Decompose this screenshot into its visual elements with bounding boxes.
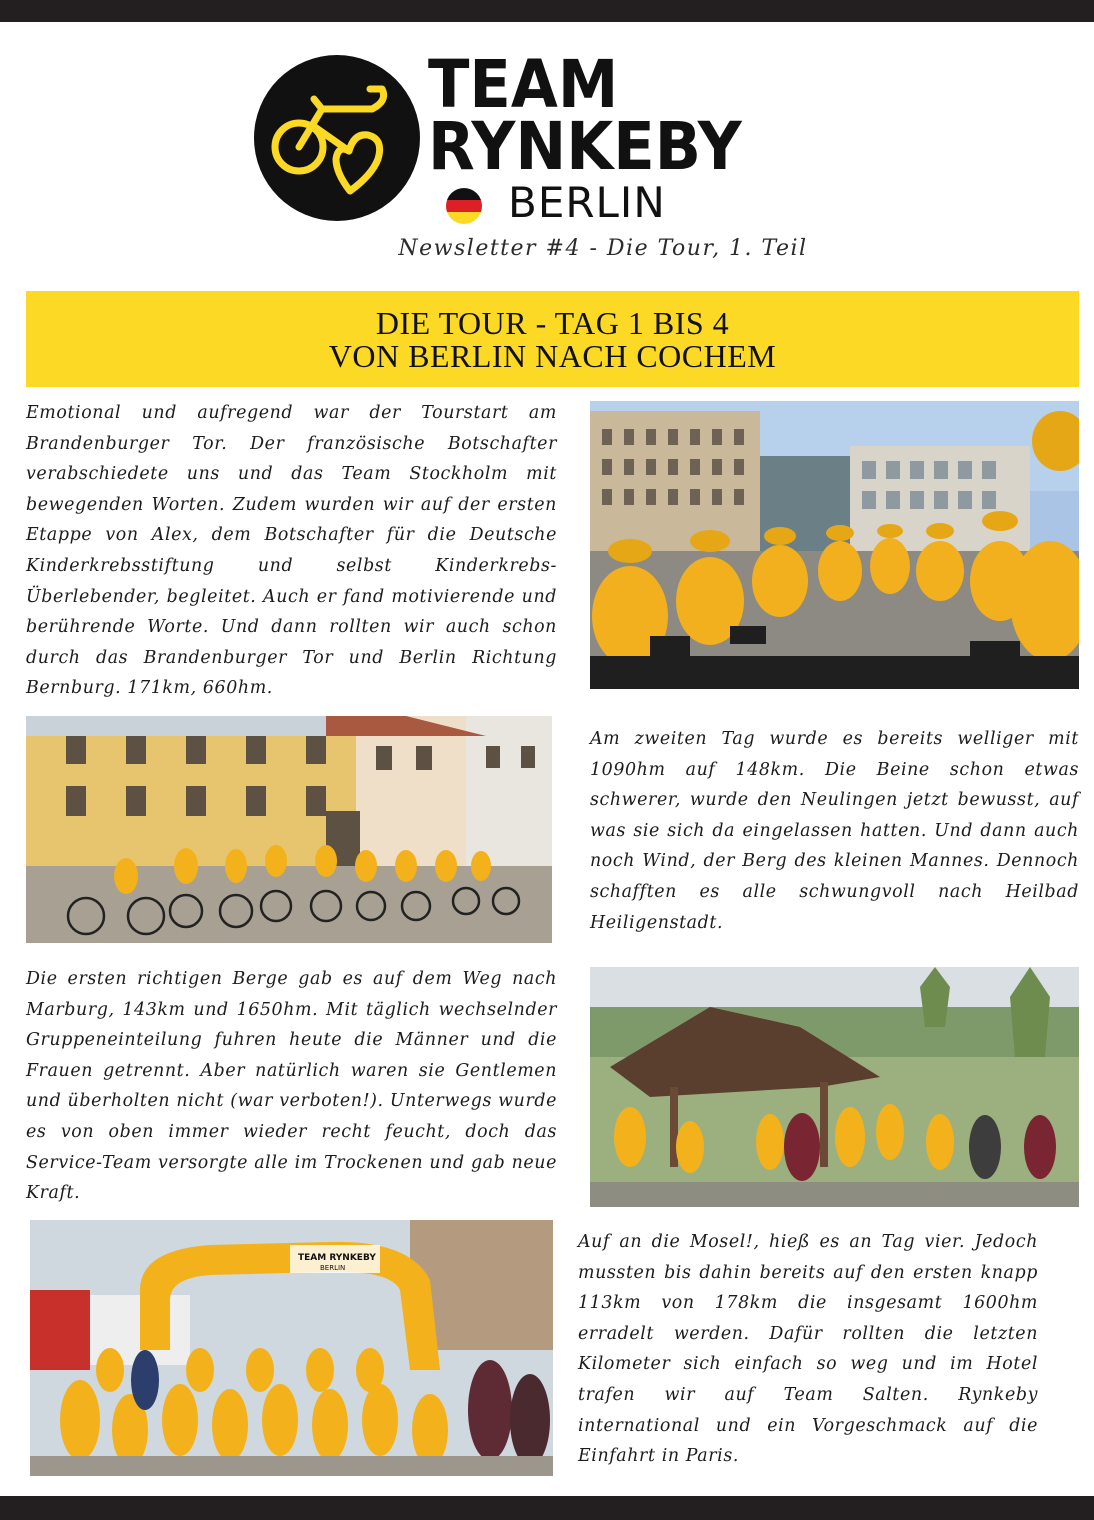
photo-rest-stop (590, 967, 1079, 1207)
german-flag-icon (446, 188, 482, 224)
brand-city: BERLIN (508, 178, 666, 227)
bicycle-heart-logo-icon (254, 55, 420, 221)
arch-city-label: BERLIN (320, 1264, 346, 1272)
top-bar (0, 0, 1094, 22)
bottom-bar (0, 1496, 1094, 1520)
article-day-3 (26, 964, 557, 1209)
headline-line-2: VON BERLIN NACH COCHEM (328, 338, 777, 374)
brand-team: TEAM (428, 46, 619, 123)
newsletter-subtitle: Newsletter #4 - Die Tour, 1. Teil (398, 236, 808, 261)
article-day-3-text: Die ersten richtigen Berge gab es auf dem Weg nach Marburg, 143km und 1650hm. Mit täglich wechselnder Gruppeneinteilung fuhren heute die Männer und die Frauen getrennt. Aber natürlich waren sie Gentlemen und überholten nicht (war verboten!). Unterwegs wurde es von oben immer wieder recht feucht, doch das Service-Team versorgte alle im Trockenen und gab neue Kraft. (26, 969, 557, 1204)
arch-brand-label: TEAM RYNKEBY (298, 1253, 376, 1263)
photo-finish-arch-group (30, 1220, 553, 1476)
photo-tour-start (590, 401, 1079, 689)
article-day-2-text: Am zweiten Tag wurde es bereits welliger mit 1090hm auf 148km. Die Beine schon etwas schwerer, wurde den Neulingen jetzt bewusst, auf was sie sich da eingelassen hatten. Und dann auch noch Wind, der Berg des kleinen Mannes. Dennoch schafften es alle schwungvoll nach Heilbad Heiligenstadt. (590, 729, 1079, 933)
article-day-4-text: Auf an die Mosel!, hieß es an Tag vier. Jedoch mussten bis dahin bereits auf den ersten knapp 113km von 178km die insgesamt 1600hm erradelt werden. Dafür rollten die letzten Kilometer sich einfach so weg und im Hotel trafen wir auf Team Salten. Rynkeby international und ein Vorgeschmack auf die Einfahrt in Paris. (578, 1232, 1038, 1467)
article-day-2 (590, 724, 1079, 938)
article-day-1-text: Emotional und aufregend war der Tourstart am Brandenburger Tor. Der französische Botschafter verabschiedete uns und das Team Stockholm mit bewegenden Worten. Zudem wurden wir auf der ersten Etappe von Alex, dem Botschafter für die Deutsche Kinderkrebsstiftung und selbst Kinderkrebs-Überlebender, begleitet. Auch er fand motivierende und berührende Worte. Und dann rollten wir auch schon durch das Brandenburger Tor und Berlin Richtung Bernburg. 171km, 660hm. (26, 403, 557, 699)
article-day-4 (578, 1227, 1038, 1472)
headline-line-1: DIE TOUR - TAG 1 BIS 4 (375, 305, 730, 341)
brand-rynkeby: RYNKEBY (428, 108, 742, 185)
article-day-1 (26, 398, 557, 704)
headline-banner (26, 291, 1079, 387)
photo-bernburg-palace (26, 716, 552, 943)
